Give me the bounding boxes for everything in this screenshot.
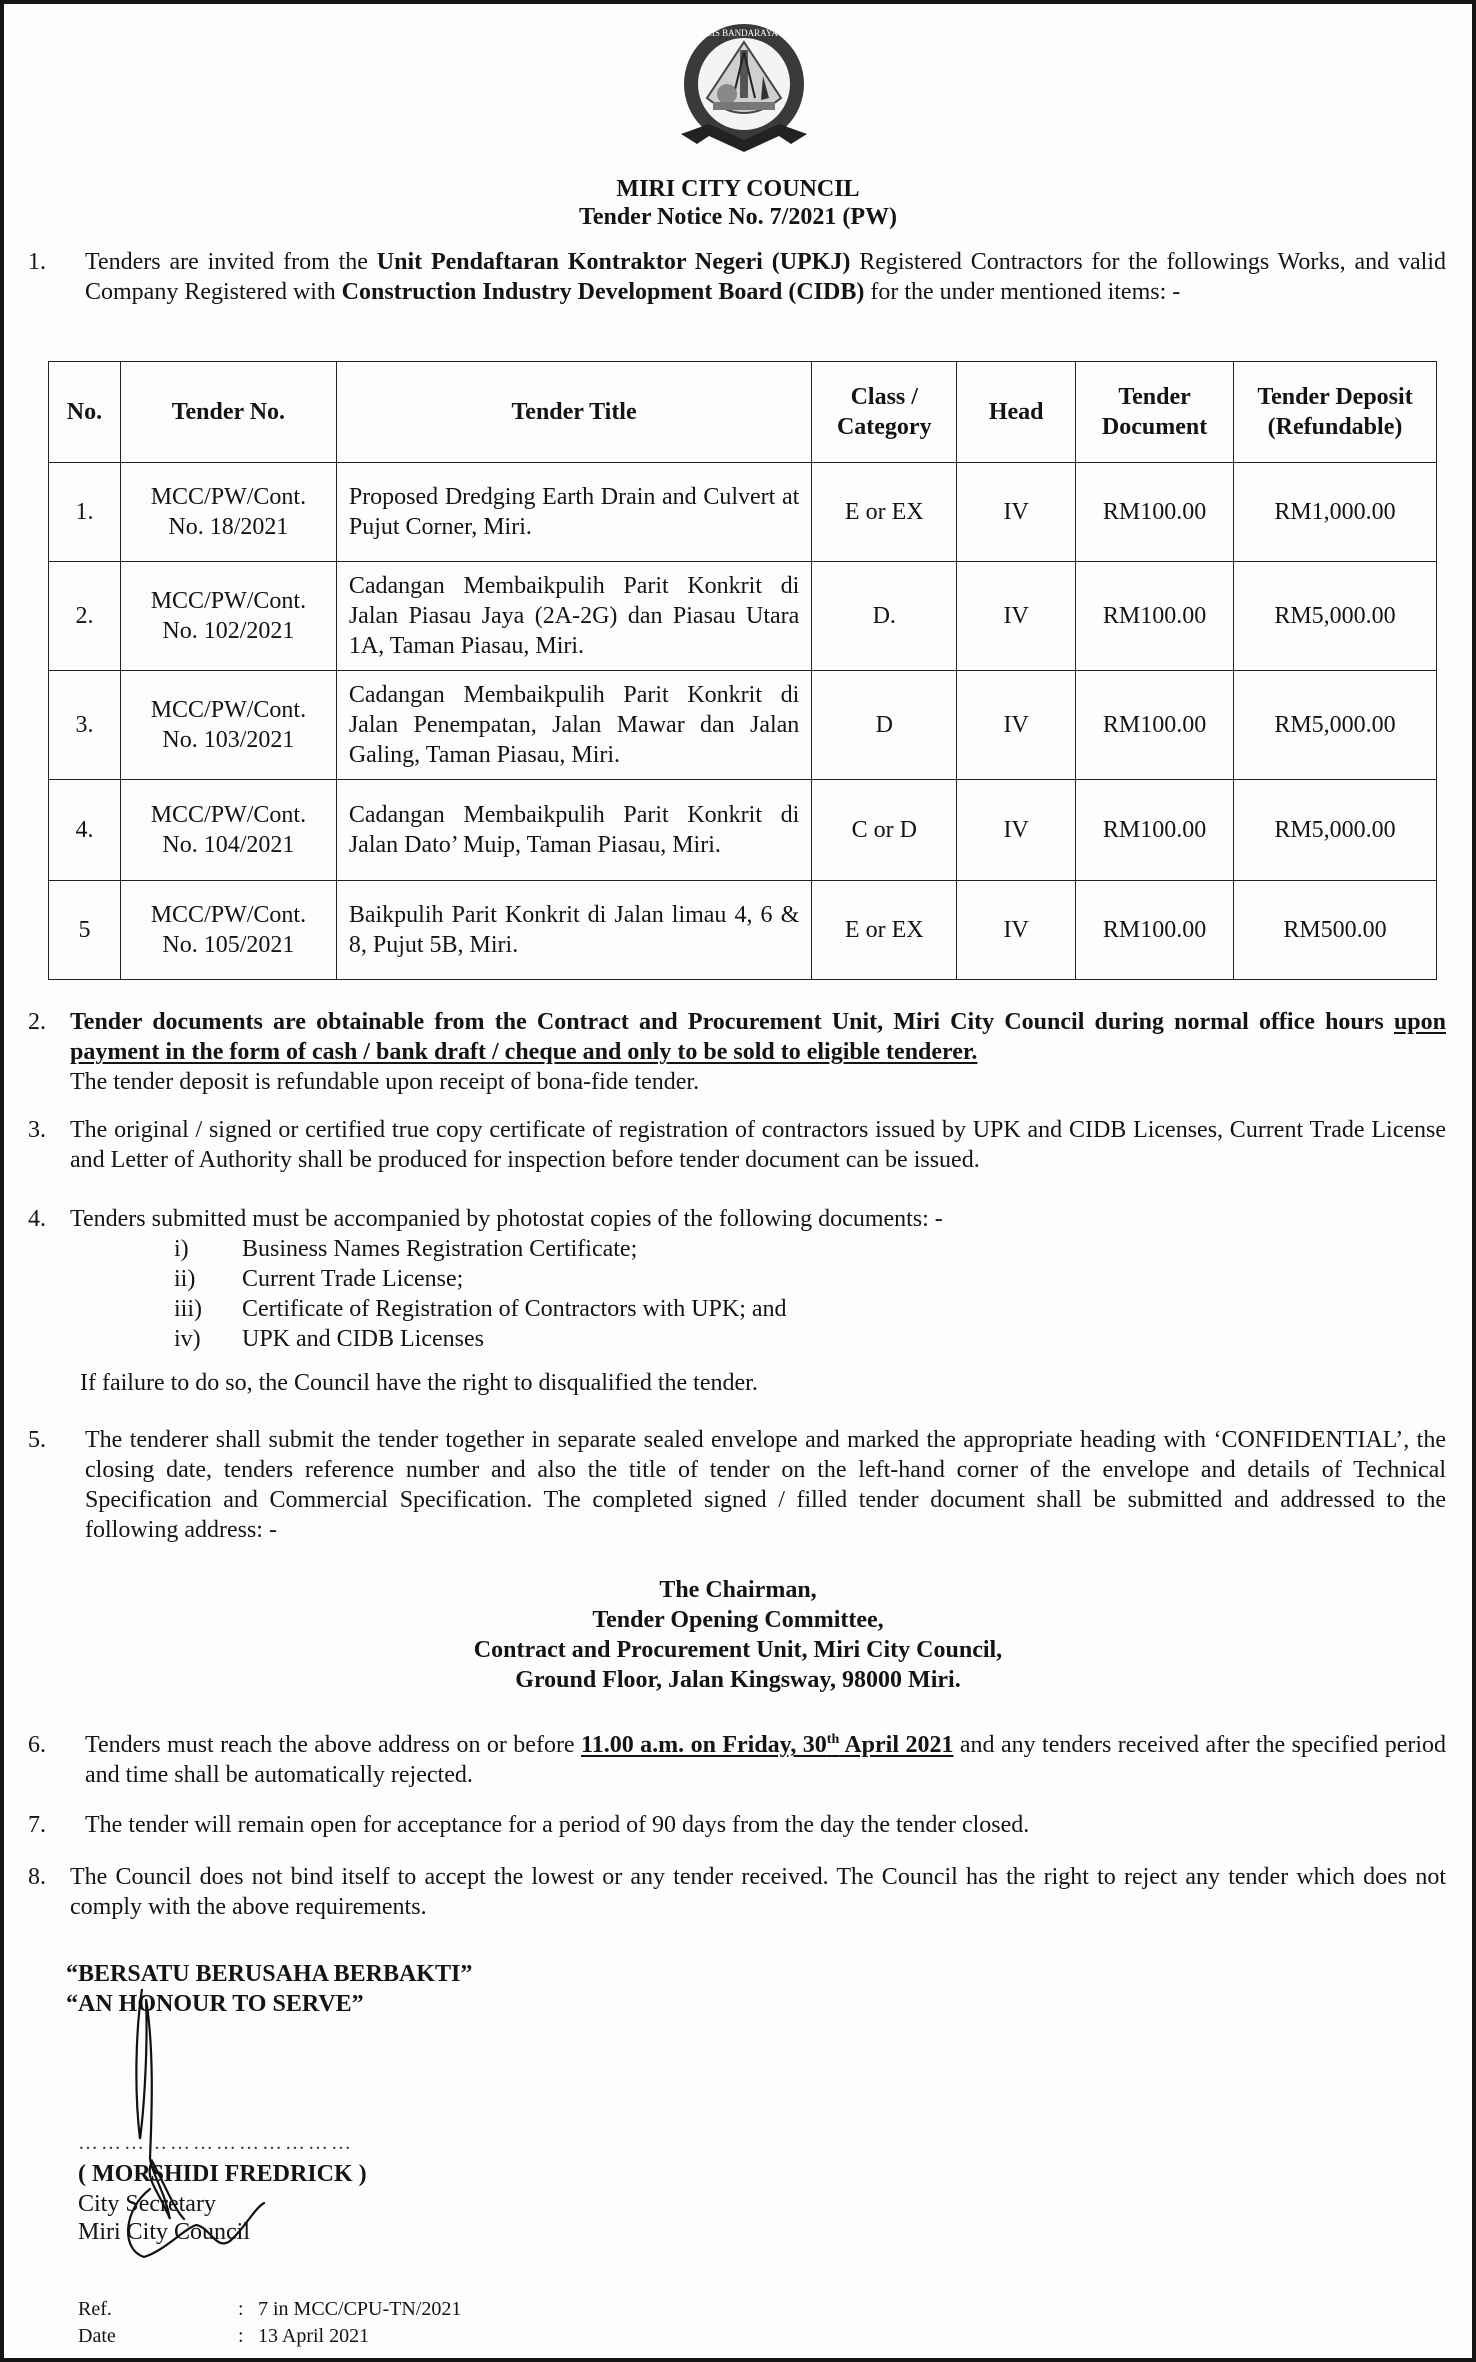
reference-colon: :: [238, 2298, 244, 2320]
cell-title: Cadangan Membaikpulih Parit Konkrit di Jalan Piasau Jaya (2A-2G) dan Piasau Utara 1A, Taman Piasau, Miri.: [336, 562, 811, 671]
address-line: The Chairman,: [659, 1577, 817, 1603]
cell-class: C or D: [812, 780, 957, 881]
tender-table: [48, 361, 1437, 980]
list-numeral: ii): [174, 1266, 196, 1292]
crest-text: MAJLIS BANDARAYA MIRI: [688, 28, 800, 38]
paragraph-number: 6.: [28, 1732, 46, 1758]
paragraph-bold-text: Tender documents are obtainable from the Contract and Procurement Unit, Miri City Council during normal office hours: [70, 1009, 1394, 1035]
paragraph-text: and any tenders received after the specified period and time shall be automatically rejected.: [85, 1732, 1447, 1788]
signatory-name: ( MORSHIDI FREDRICK ): [78, 2161, 367, 2187]
council-crest-icon: [669, 16, 819, 166]
tender-no-line: No. 105/2021: [162, 932, 295, 958]
paragraph-2: [28, 1007, 1446, 1097]
signatory-organization: Miri City Council: [78, 2219, 251, 2245]
paragraph-number: 8.: [28, 1864, 46, 1890]
table-row: [49, 562, 1437, 671]
cell-class: D.: [812, 562, 957, 671]
paragraph-text: Tenders are invited from the: [85, 249, 377, 275]
cell-deposit: RM5,000.00: [1234, 562, 1437, 671]
paragraph-number: 3.: [28, 1117, 46, 1143]
tender-no-line: No. 103/2021: [162, 727, 295, 753]
cell-document-fee: RM100.00: [1076, 463, 1234, 562]
paragraph-5: [28, 1425, 1446, 1545]
cell-no: 2.: [49, 562, 121, 671]
tender-no-line: No. 102/2021: [162, 618, 295, 644]
cell-document-fee: RM100.00: [1076, 881, 1234, 980]
cell-document-fee: RM100.00: [1076, 780, 1234, 881]
deadline-text: April 2021: [839, 1732, 954, 1758]
reference-label: Ref.: [78, 2298, 112, 2320]
cell-tender-no: [120, 671, 336, 780]
tender-no-line: MCC/PW/Cont.: [150, 697, 307, 723]
tender-no-line: MCC/PW/Cont.: [150, 588, 307, 614]
list-text: UPK and CIDB Licenses: [242, 1326, 484, 1352]
council-motto: [66, 1959, 472, 2019]
notice-number: Tender Notice No. 7/2021 (PW): [579, 204, 897, 230]
cell-title: Cadangan Membaikpulih Parit Konkrit di Jalan Dato’ Muip, Taman Piasau, Miri.: [336, 780, 811, 881]
paragraph-6: [28, 1730, 1446, 1790]
paragraph-text: Tenders submitted must be accompanied by photostat copies of the following documents: -: [70, 1206, 943, 1232]
paragraph-8: [28, 1862, 1446, 1922]
paragraph-text: Tenders must reach the above address on or before: [85, 1732, 582, 1758]
paragraph-number: 1.: [28, 249, 46, 275]
deadline-ordinal: th: [826, 1732, 840, 1747]
list-text: Business Names Registration Certificate;: [242, 1236, 638, 1262]
address-line: Ground Floor, Jalan Kingsway, 98000 Miri.: [515, 1667, 961, 1693]
date-value: 13 April 2021: [258, 2325, 370, 2347]
paragraph-number: 2.: [28, 1009, 46, 1035]
signature-dotted-line: ………………………………: [78, 2132, 354, 2154]
date-label: Date: [78, 2325, 116, 2347]
column-header: Head: [957, 362, 1076, 463]
column-header: Tender No.: [120, 362, 336, 463]
cell-tender-no: [120, 463, 336, 562]
paragraph-bold-text: Unit Pendaftaran Kontraktor Negeri (UPKJ): [376, 249, 851, 275]
org-name: MIRI CITY COUNCIL: [616, 176, 860, 202]
tender-no-line: MCC/PW/Cont.: [150, 902, 307, 928]
column-header: Class / Category: [812, 362, 957, 463]
list-numeral: iii): [174, 1296, 202, 1322]
cell-title: Proposed Dredging Earth Drain and Culvert at Pujut Corner, Miri.: [336, 463, 811, 562]
paragraph-number: 7.: [28, 1812, 46, 1838]
cell-tender-no: [120, 881, 336, 980]
cell-title: Baikpulih Parit Konkrit di Jalan limau 4, 6 & 8, Pujut 5B, Miri.: [336, 881, 811, 980]
list-text: Certificate of Registration of Contractors with UPK; and: [242, 1296, 787, 1322]
cell-class: D: [812, 671, 957, 780]
table-row: [49, 881, 1437, 980]
cell-document-fee: RM100.00: [1076, 671, 1234, 780]
paragraph-text: The original / signed or certified true copy certificate of registration of contractors issued by UPK and CIDB Licenses, Current Trade License and Letter of Authority shall be produced for inspection before tender document can be issued.: [70, 1117, 1446, 1173]
cell-tender-no: [120, 780, 336, 881]
disqualification-note: If failure to do so, the Council have the right to disqualified the tender.: [80, 1370, 758, 1396]
paragraph-text: for the under mentioned items: -: [864, 279, 1181, 305]
list-text: Current Trade License;: [242, 1266, 464, 1292]
paragraph-1: [28, 247, 1446, 307]
address-line: Tender Opening Committee,: [592, 1607, 884, 1633]
motto-line: “BERSATU BERUSAHA BERBAKTI”: [66, 1961, 473, 1987]
column-header: Tender Deposit (Refundable): [1234, 362, 1437, 463]
cell-tender-no: [120, 562, 336, 671]
paragraph-text: The Council does not bind itself to accept the lowest or any tender received. The Council has the right to reject any tender which does not comply with the above requirements.: [70, 1864, 1446, 1920]
cell-deposit: RM500.00: [1234, 881, 1437, 980]
paragraph-3: [28, 1115, 1446, 1175]
cell-head: IV: [957, 463, 1076, 562]
cell-no: 5: [49, 881, 121, 980]
motto-line: “AN HONOUR TO SERVE”: [66, 1991, 364, 2017]
payment-terms-underlined: upon payment in the form of cash / bank draft / cheque and only to be sold to eligible tenderer.: [70, 1009, 1446, 1065]
paragraph-text: The tender will remain open for acceptance for a period of 90 days from the day the tender closed.: [85, 1812, 1030, 1838]
table-row: [49, 463, 1437, 562]
signatory-title: City Secretary: [78, 2191, 216, 2217]
deadline-text: 11.00 a.m. on Friday, 30: [581, 1732, 827, 1758]
cell-deposit: RM1,000.00: [1234, 463, 1437, 562]
tender-no-line: No. 104/2021: [162, 832, 295, 858]
cell-title: Cadangan Membaikpulih Parit Konkrit di Jalan Penempatan, Jalan Mawar dan Jalan Galing, Taman Piasau, Miri.: [336, 671, 811, 780]
list-numeral: i): [174, 1236, 189, 1262]
cell-head: IV: [957, 780, 1076, 881]
paragraph-text: Registered Contractors for the followings Works, and valid Company Registered with: [85, 249, 1447, 305]
cell-no: 4.: [49, 780, 121, 881]
table-row: [49, 780, 1437, 881]
cell-class: E or EX: [812, 881, 957, 980]
cell-no: 3.: [49, 671, 121, 780]
table-row: [49, 671, 1437, 780]
tender-notice-page: [4, 4, 1472, 2358]
paragraph-bold-text: Construction Industry Development Board (CIDB): [341, 279, 865, 305]
cell-head: IV: [957, 562, 1076, 671]
table-header-row: [49, 362, 1437, 463]
column-header: No.: [49, 362, 121, 463]
column-header: Tender Document: [1076, 362, 1234, 463]
reference-value: 7 in MCC/CPU-TN/2021: [258, 2298, 462, 2320]
cell-class: E or EX: [812, 463, 957, 562]
tender-no-line: No. 18/2021: [168, 514, 289, 540]
cell-head: IV: [957, 671, 1076, 780]
paragraph-7: [28, 1810, 1446, 1840]
submission-address: [4, 1575, 1472, 1695]
paragraph-text: The tenderer shall submit the tender together in separate sealed envelope and marked the appropriate heading with ‘CONFIDENTIAL’, the closing date, tenders reference number and also the title of tender on the left-hand corner of the envelope and details of Technical Specification and Commercial Specification. The completed signed / filled tender document shall be submitted and addressed to the following address: -: [85, 1427, 1446, 1543]
cell-deposit: RM5,000.00: [1234, 780, 1437, 881]
cell-no: 1.: [49, 463, 121, 562]
cell-deposit: RM5,000.00: [1234, 671, 1437, 780]
tender-no-line: MCC/PW/Cont.: [150, 802, 307, 828]
paragraph-text: The tender deposit is refundable upon receipt of bona-fide tender.: [70, 1069, 700, 1095]
paragraph-number: 5.: [28, 1427, 46, 1453]
address-line: Contract and Procurement Unit, Miri City Council,: [473, 1637, 1003, 1663]
column-header: Tender Title: [336, 362, 811, 463]
closing-deadline: [581, 1732, 953, 1758]
list-numeral: iv): [174, 1326, 201, 1352]
cell-head: IV: [957, 881, 1076, 980]
cell-document-fee: RM100.00: [1076, 562, 1234, 671]
paragraph-number: 4.: [28, 1206, 46, 1232]
date-colon: :: [238, 2325, 244, 2347]
paragraph-4: [28, 1204, 1446, 1234]
tender-no-line: MCC/PW/Cont.: [150, 484, 307, 510]
